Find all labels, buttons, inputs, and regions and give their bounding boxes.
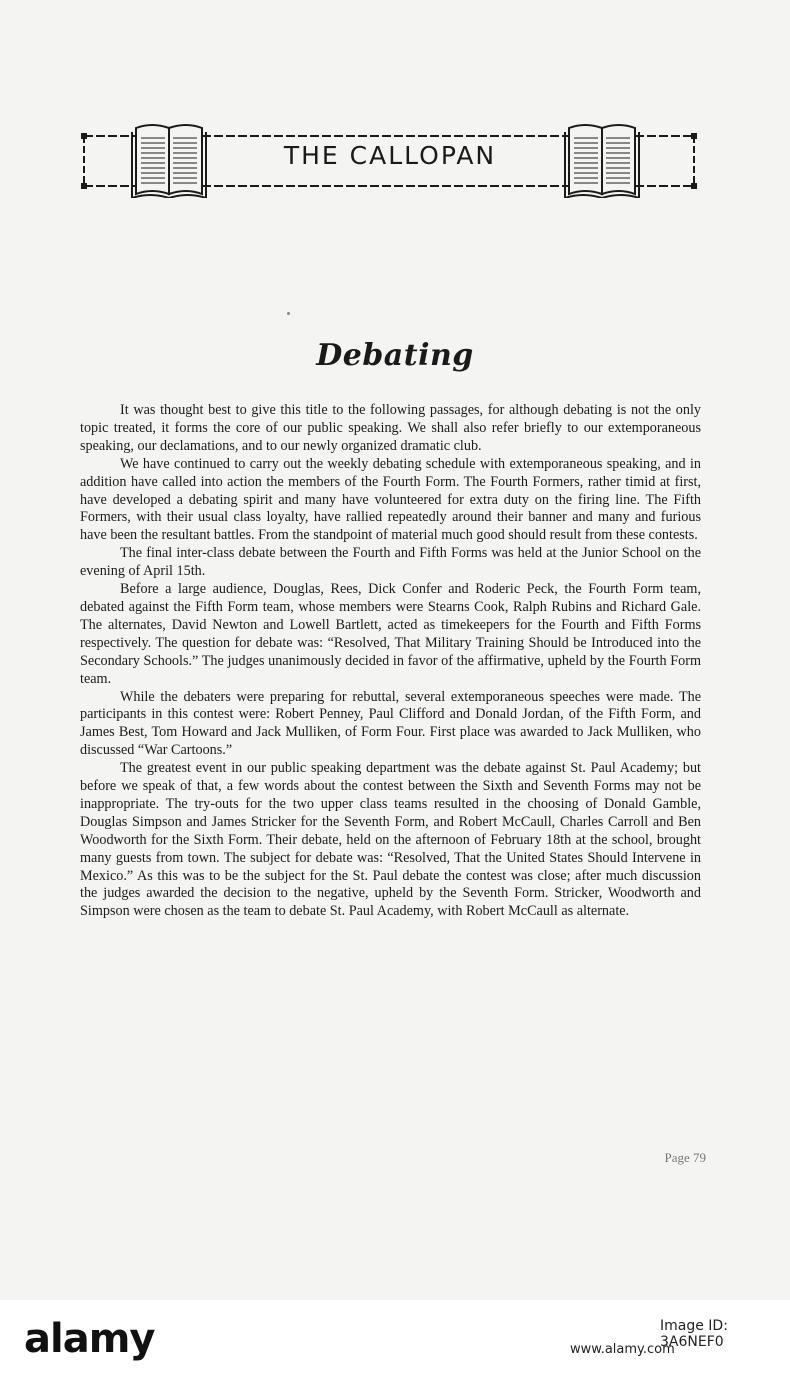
section-heading: Debating <box>316 338 474 373</box>
publication-title: THE CALLOPAN <box>283 141 497 170</box>
speck <box>287 312 290 315</box>
page-header-banner <box>80 118 700 198</box>
paragraph: The greatest event in our public speaking department was the debate against St. Paul Academy; but before we speak of that, a few words about the contest between the Sixth and Seventh Forms may not be inappropriate. The try-outs for the two upper class teams resulted in the choosing of Donald Gamble, Douglas Simpson and James Stricker for the Seventh Form, and Robert McCaull, Charles Carroll and Ben Woodworth for the Sixth Form. Their debate, held on the afternoon of February 18th at the school, brought many guests from town. The subject for debate was: “Resolved, That the United States Should Intervene in Mexico.” As this was to be the subject for the St. Paul debate the contest was close; after much discussion the judges awarded the decision to the negative, upheld by the Seventh Form. Stricker, Woodworth and Simpson were chosen as the team to debate St. Paul Academy, with Robert McCaull as alternate. <box>80 760 701 920</box>
image-id: Image ID: 3A6NEF0 <box>660 1318 728 1350</box>
paragraph: It was thought best to give this title to the following passages, for although debating is not the only topic treated, it forms the core of our public speaking. We shall also refer briefly to our extemporaneous speaking, our declamations, and to our newly organized dramatic club. <box>80 402 701 454</box>
paragraph: While the debaters were preparing for rebuttal, several extemporaneous speeches were made. The participants in this contest were: Robert Penney, Paul Clifford and Donald Jordan, of the Fifth Form, and James Best, Tom Howard and Jack Mulliken, of Form Four. First place was awarded to Jack Mulliken, who discussed “War Cartoons.” <box>80 688 701 759</box>
stock-logo: alamy <box>24 1316 155 1362</box>
paragraph: The final inter-class debate between the Fourth and Fifth Forms was held at the Junior School on the evening of April 15th. <box>80 545 701 580</box>
page-number: Page 79 <box>664 1150 706 1165</box>
open-book-icon-right <box>565 125 639 198</box>
paragraph: We have continued to carry out the weekly debating schedule with extemporaneous speaking, and in addition have called into action the members of the Fourth Form. The Fourth Formers, rather timid at first, have developed a debating spirit and many have volunteered for extra duty on the firing line. The Fifth Formers, with their usual class loyalty, have rallied repeatedly around their banner and many and furious have been the resultant battles. From the standpoint of material much good should result from these contests. <box>80 455 701 544</box>
open-book-icon-left <box>132 125 206 198</box>
stock-url: www.alamy.com <box>570 1342 675 1357</box>
paragraph: Before a large audience, Douglas, Rees, Dick Confer and Roderic Peck, the Fourth Form team, debated against the Fifth Form team, whose members were Stearns Cook, Ralph Rubins and Richard Gale. The alternates, David Newton and Lowell Bartlett, acted as timekeepers for the Fourth and Fifth Forms respectively. The question for debate was: “Resolved, That Military Training Should be Introduced into the Secondary Schools.” The judges unanimously decided in favor of the affirmative, upheld by the Fourth Form team. <box>80 581 701 687</box>
article-body <box>80 402 701 921</box>
